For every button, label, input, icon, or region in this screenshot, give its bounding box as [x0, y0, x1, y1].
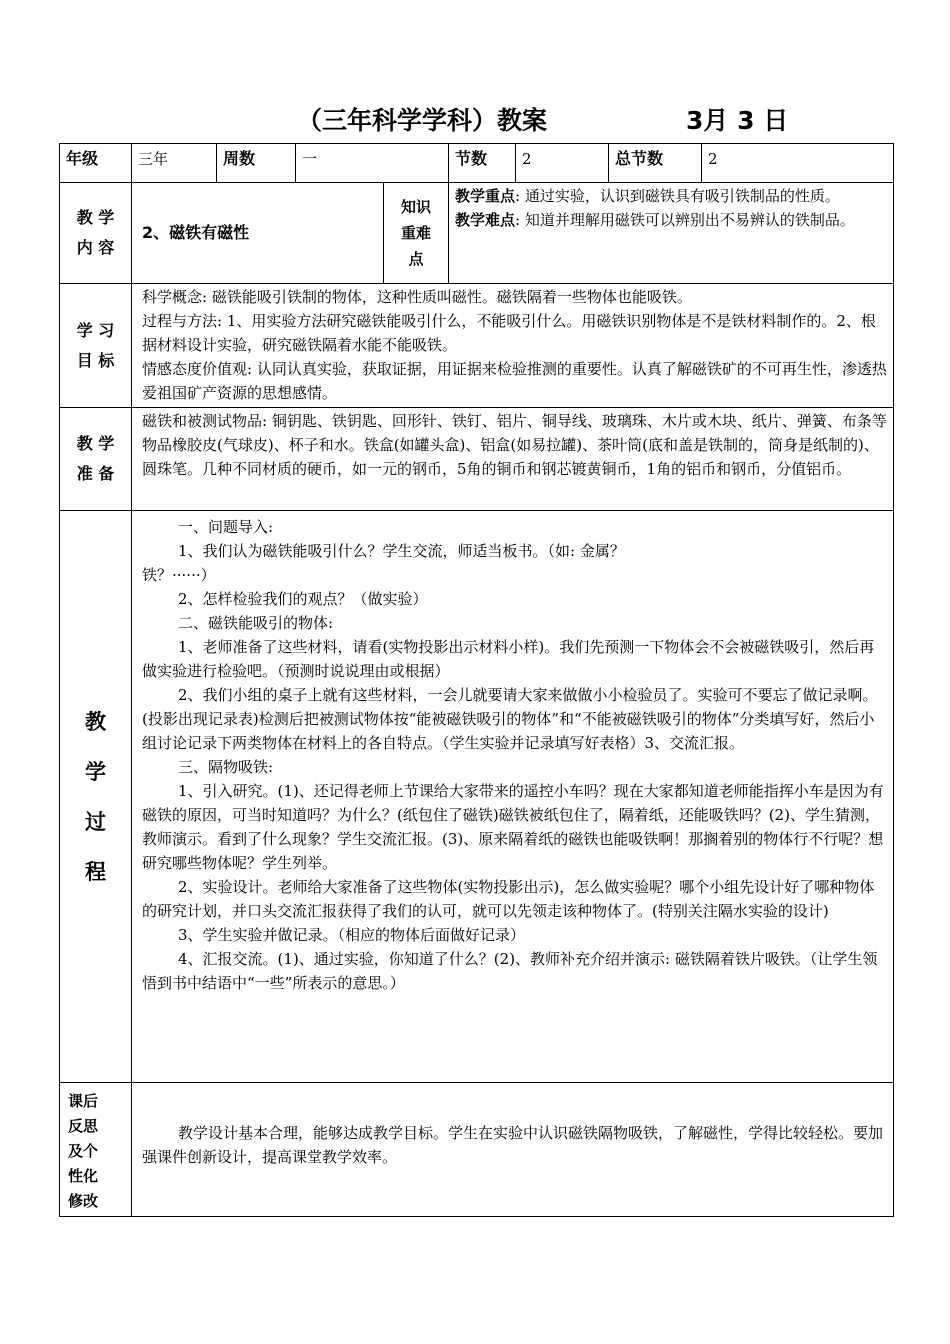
objectives-label: 学 习 目 标: [60, 284, 132, 408]
total-value: 2: [702, 144, 894, 183]
document-header: [0, 101, 950, 141]
process-paragraph: 2、实验设计。老师给大家准备了这些物体(实物投影出示)，怎么做实验呢？哪个小组先设计好了哪种物体的研究计划，并口头交流汇报获得了我们的认可，就可以先领走该种物体了。(特别关注隔水实验的设计): [142, 878, 875, 920]
process-row: [60, 511, 894, 1083]
week-label: 周数: [217, 144, 296, 183]
preparation-text: 磁铁和被测试物品: 铜钥匙、铁钥匙、回形针、铁钉、铝片、铜导线、玻璃珠、木片或木块、纸片、弹簧、布条等物品橡胶皮(气球皮)、杯子和水。铁盒(如罐头盒)、铝盒(如易拉罐)、茶叶筒(底和盖是铁制的，筒身是纸制的)、圆珠笔。几种不同材质的硬币，如一元的钢币，5角的铜币和钢芯镀黄铜币，1角的铝币和钢币，分值铝币。: [132, 408, 894, 511]
grade-value: 三年: [132, 144, 217, 183]
process-paragraph: 铁？······）: [142, 566, 216, 584]
key-text: : 通过实验，认识到磁铁具有吸引铁制品的性质。: [515, 187, 840, 205]
knowledge-label: 知识重难点: [384, 183, 449, 284]
page-title: （三年科学学科）教案: [297, 106, 548, 135]
grade-label: 年级: [60, 144, 132, 183]
process-paragraph: 1、我们认为磁铁能吸引什么？学生交流，师适当板书。（如: 金属？: [178, 542, 625, 560]
key-points: [449, 183, 894, 284]
process-paragraph: 一、问题导入:: [178, 518, 274, 536]
week-value: 一: [296, 144, 449, 183]
lesson-plan-table: [59, 143, 894, 1217]
objective-attitude: 情感态度价值观: 认同认真实验，获取证据，用证据来检验推测的重要性。认真了解磁铁矿的不可再生性，渗透热爱祖国矿产资源的思想感情。: [142, 360, 887, 402]
process-paragraph: 2、我们小组的桌子上就有这些材料，一会儿就要请大家来做做小小检验员了。实验可不要忘了做记录啊。(投影出现记录表)检测后把被测试物体按“能被磁铁吸引的物体”和“不能被磁铁吸引的物体”分类填写好，然后小组讨论记录下两类物体在材料上的各自特点。（学生实验并记录填写好表格）3、交流汇报。: [142, 686, 878, 752]
reflection-content: [132, 1083, 894, 1217]
total-label: 总节数: [609, 144, 702, 183]
process-paragraph: 2、怎样检验我们的观点？（做实验）: [178, 590, 428, 608]
difficult-text: : 知道并理解用磁铁可以辨别出不易辨认的铁制品。: [515, 211, 855, 229]
content-row: [60, 183, 894, 284]
reflection-text: 教学设计基本合理，能够达成教学目标。学生在实验中认识磁铁隔物吸铁，了解磁性，学得比较轻松。要加强课件创新设计，提高课堂教学效率。: [142, 1124, 884, 1166]
process-label: 教 学 过 程: [60, 511, 132, 1083]
objectives-content: [132, 284, 894, 408]
objectives-row: [60, 284, 894, 408]
lesson-date: 3月 3 日: [686, 106, 789, 135]
reflection-label: 课后 反思 及个 性化 修改: [60, 1083, 132, 1217]
process-paragraph: 二、磁铁能吸引的物体:: [178, 614, 334, 632]
process-paragraph: 1、引入研究。(1)、还记得老师上节课给大家带来的遥控小车吗？现在大家都知道老师能指挥小车是因为有磁铁的原因，可当时知道吗？为什么？(纸包住了磁铁)磁铁被纸包住了，隔着纸，还能吸铁吗？(2)、学生猜测，教师演示。看到了什么现象？学生交流汇报。(3)、原来隔着纸的磁铁也能吸铁啊！那搁着别的物体行不行呢？想研究哪些物体呢？学生列举。: [142, 782, 884, 872]
process-paragraph: 1、老师准备了这些材料，请看(实物投影出示材料小样)。我们先预测一下物体会不会被磁铁吸引，然后再做实验进行检验吧。（预测时说说理由或根据）: [142, 638, 875, 680]
info-row: [60, 144, 894, 183]
lesson-topic: 2、磁铁有磁性: [132, 183, 384, 284]
preparation-row: [60, 408, 894, 511]
process-content: [132, 511, 894, 1083]
key-label: 教学重点: [455, 187, 516, 205]
preparation-label: 教 学 准 备: [60, 408, 132, 511]
objective-method: 过程与方法: 1、用实验方法研究磁铁能吸引什么，不能吸引什么。用磁铁识别物体是不是铁材料制作的。2、根据材料设计实验，研究磁铁隔着水能不能吸铁。: [142, 312, 876, 354]
reflection-row: [60, 1083, 894, 1217]
content-label: 教 学 内 容: [60, 183, 132, 284]
process-paragraph: 3、学生实验并做记录。（相应的物体后面做好记录）: [178, 926, 526, 944]
lesson-label: 节数: [449, 144, 516, 183]
process-paragraph: 三、隔物吸铁:: [178, 758, 274, 776]
lesson-value: 2: [516, 144, 609, 183]
difficult-label: 教学难点: [455, 211, 516, 229]
objective-concept: 科学概念: 磁铁能吸引铁制的物体，这种性质叫磁性。磁铁隔着一些物体也能吸铁。: [142, 288, 692, 306]
process-paragraph: 4、汇报交流。(1)、通过实验，你知道了什么？(2)、教师补充介绍并演示: 磁铁隔着铁片吸铁。（让学生领悟到书中结语中“一些”所表示的意思。）: [142, 950, 878, 992]
